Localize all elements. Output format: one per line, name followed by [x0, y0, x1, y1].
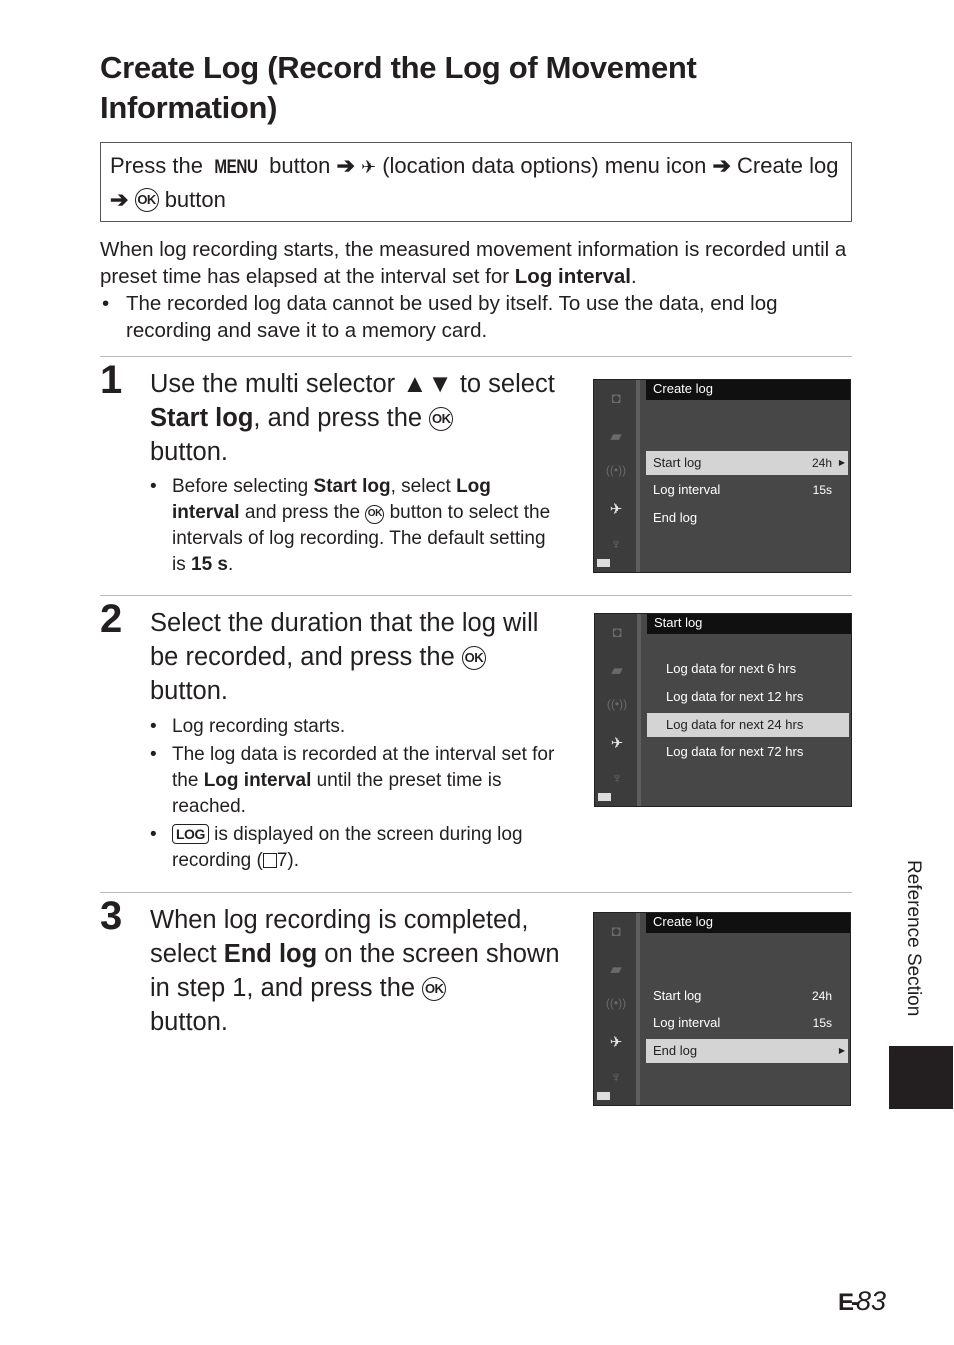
reference-icon-dash: -	[851, 1289, 857, 1316]
ok-button-icon: OK	[135, 188, 159, 212]
ok-button-icon: OK	[462, 646, 486, 670]
section-label: Reference Section	[903, 860, 924, 1017]
menu-item-start-log[interactable]: Start log 24h	[653, 988, 832, 1003]
step-number: 1	[100, 358, 123, 402]
chevron-right-icon: ▶	[838, 1046, 845, 1055]
camera-screen-2	[594, 613, 852, 807]
wireless-icon: ((•))	[606, 697, 628, 711]
ok-button-icon: OK	[365, 505, 384, 524]
intro-section	[100, 236, 850, 344]
menu-sidebar	[594, 913, 640, 1105]
battery-icon	[597, 559, 610, 567]
menu-item-6-hrs[interactable]: Log data for next 6 hrs	[666, 661, 797, 676]
intro-bullet: • The recorded log data cannot be used by itself. To use the data, end log recording and save it to a memory card.	[100, 290, 850, 344]
menu-sidebar	[594, 380, 640, 572]
step-bullets	[150, 714, 560, 876]
menu-item-24-hrs[interactable]: Log data for next 24 hrs	[647, 713, 849, 737]
battery-icon	[598, 793, 611, 801]
step-bullet: • Before selecting Start log, select Log interval and press the OK button to select the intervals of log recording. The default setting is 15 s.	[150, 474, 560, 578]
satellite-icon: ✈	[609, 1034, 623, 1051]
step-number: 2	[100, 597, 123, 641]
step-bullet: • The log data is recorded at the interval set for the Log interval until the preset time is reached.	[150, 742, 560, 820]
location-data-icon: ✈︎	[361, 157, 377, 177]
menu-item-end-log[interactable]: End log ▶	[646, 1039, 848, 1063]
book-icon	[263, 853, 277, 868]
menu-item-log-interval[interactable]: Log interval 15s	[653, 1015, 832, 1030]
movie-icon: ▰	[611, 662, 623, 679]
wireless-icon: ((•))	[605, 996, 627, 1010]
camera-screen-3	[593, 912, 851, 1106]
wrench-icon: ♆	[610, 1069, 622, 1086]
nav-text: (location data options) menu icon	[382, 153, 707, 178]
step-bullet: • LOG is displayed on the screen during log recording ( 7).	[150, 822, 560, 874]
navigation-box	[100, 142, 852, 222]
satellite-icon: ✈	[610, 735, 624, 752]
arrow-icon: ➔	[336, 153, 355, 178]
screen-title: Start log	[647, 614, 851, 634]
nav-text: Press the	[110, 153, 203, 178]
ok-button-icon: OK	[422, 977, 446, 1001]
log-icon: LOG	[172, 824, 209, 844]
step-number: 3	[100, 894, 123, 938]
menu-item-72-hrs[interactable]: Log data for next 72 hrs	[666, 744, 804, 759]
step-heading: Use the multi selector ▲▼ to select Start log, and press the OK button.	[150, 370, 555, 466]
step-bullets	[150, 474, 560, 580]
battery-icon	[597, 1092, 610, 1100]
screen-title: Create log	[646, 913, 850, 933]
nav-text: button	[269, 153, 331, 178]
menu-item-start-log[interactable]: Start log 24h ▶	[646, 451, 848, 475]
page-title: Create Log (Record the Log of Movement Information)	[100, 50, 697, 125]
movie-icon: ▰	[610, 961, 622, 978]
page-number: E-83	[838, 1286, 887, 1316]
divider	[100, 892, 852, 893]
menu-item-12-hrs[interactable]: Log data for next 12 hrs	[666, 689, 804, 704]
screen-title: Create log	[646, 380, 850, 400]
menu-sidebar	[595, 614, 641, 806]
nav-text: Create log	[737, 153, 839, 178]
step-heading: When log recording is completed, select End log on the screen shown in step 1, and press the OK button.	[150, 906, 560, 1036]
step-bullet: • Log recording starts.	[150, 714, 560, 740]
divider	[100, 595, 852, 596]
camera-icon: ◘	[611, 923, 621, 940]
divider	[100, 356, 852, 357]
menu-item-log-interval[interactable]: Log interval 15s	[653, 482, 832, 497]
wrench-icon: ♆	[610, 536, 622, 553]
arrow-icon: ➔	[712, 153, 731, 178]
camera-icon: ◘	[612, 624, 622, 641]
intro-paragraph: When log recording starts, the measured movement information is recorded until a preset time has elapsed at the interval set for Log interval.	[100, 238, 847, 288]
reference-icon: E	[838, 1289, 852, 1316]
satellite-icon: ✈	[609, 501, 623, 518]
menu-item-end-log[interactable]: End log	[653, 510, 698, 525]
wireless-icon: ((•))	[605, 463, 627, 477]
wrench-icon: ♆	[611, 770, 623, 787]
arrow-icon: ➔	[110, 187, 129, 212]
section-tab	[889, 1046, 953, 1109]
movie-icon: ▰	[610, 428, 622, 445]
step-heading: Select the duration that the log will be recorded, and press the OK button.	[150, 609, 539, 705]
camera-icon: ◘	[611, 390, 621, 407]
ok-button-icon: OK	[429, 407, 453, 431]
nav-text: button	[164, 187, 226, 212]
chevron-right-icon: ▶	[838, 458, 845, 467]
camera-screen-1	[593, 379, 851, 573]
menu-button-icon: MENU	[214, 157, 258, 178]
